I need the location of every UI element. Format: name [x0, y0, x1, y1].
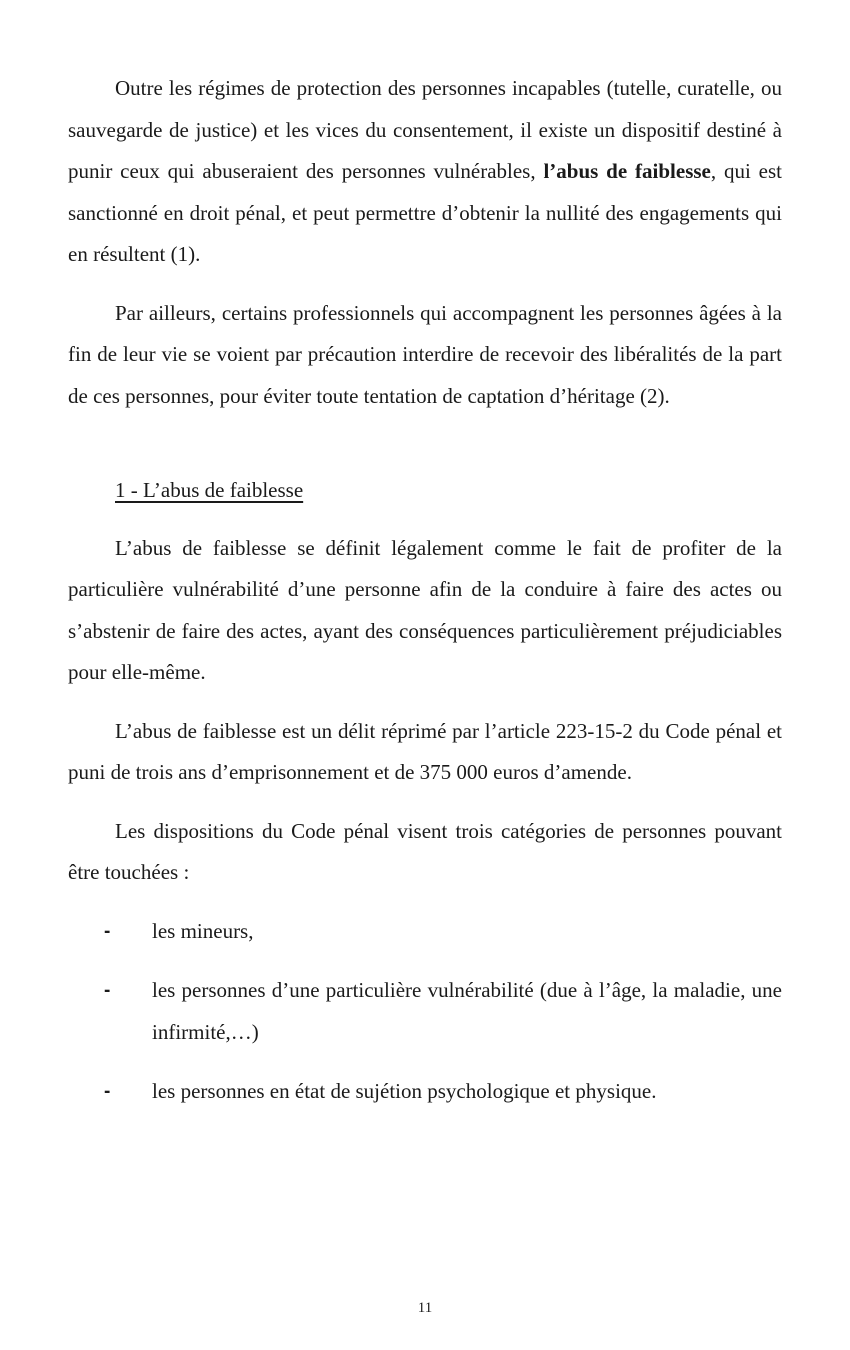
- bold-term-abus-de-faiblesse: l’abus de faiblesse: [543, 159, 711, 183]
- document-page: [68, 68, 782, 1113]
- list-bullet-dash: -: [104, 920, 111, 942]
- list-item: [68, 1071, 782, 1113]
- paragraph-categories: Les dispositions du Code pénal visent trois catégories de personnes pouvant être touchées :: [68, 818, 782, 884]
- section-heading-text: 1 - L’abus de faiblesse: [115, 478, 304, 502]
- paragraph-liberalites: Par ailleurs, certains professionnels qui accompagnent les personnes âgées à la fin de leur vie se voient par précaution interdire de recevoir des libéralités de la part de ces personnes, pour éviter toute tentation de captation d’héritage (2).: [68, 300, 782, 408]
- paragraph-definition: L’abus de faiblesse se définit légalement comme le fait de profiter de la particulière vulnérabilité d’une personne afin de la conduire à faire des actes ou s’abstenir de faire des actes, ayant des conséquences particulièrement préjudiciables pour elle-même.: [68, 535, 782, 684]
- paragraph-intro-text-start: Outre les régimes de protection des personnes incapables (tutelle, curatelle, ou sauvegarde de justice) et les vices du consentement, il existe un dispositif destiné à punir ceux qui abuseraient des personnes vulnérables,: [68, 76, 782, 183]
- list-item-text: les personnes en état de sujétion psychologique et physique.: [152, 1079, 657, 1103]
- paragraph-intro-text-end: , qui est sanctionné en droit pénal, et peut permettre d’obtenir la nullité des engagements qui en résultent (1).: [68, 159, 782, 266]
- list-item: [68, 911, 782, 953]
- page-number: 11: [417, 1300, 433, 1316]
- list-item-text: les personnes d’une particulière vulnérabilité (due à l’âge, la maladie, une infirmité,…): [152, 978, 782, 1044]
- list-bullet-dash: -: [104, 1081, 111, 1102]
- list-item-text: les mineurs,: [152, 918, 254, 943]
- section-heading: [115, 470, 782, 512]
- paragraph-intro: [68, 68, 782, 276]
- paragraph-delit: L’abus de faiblesse est un délit réprimé par l’article 223-15-2 du Code pénal et puni de trois ans d’emprisonnement et de 375 000 euros d’amende.: [68, 718, 782, 784]
- categories-list: [68, 911, 782, 1113]
- list-item: [68, 970, 782, 1053]
- list-bullet-dash: -: [104, 980, 111, 1001]
